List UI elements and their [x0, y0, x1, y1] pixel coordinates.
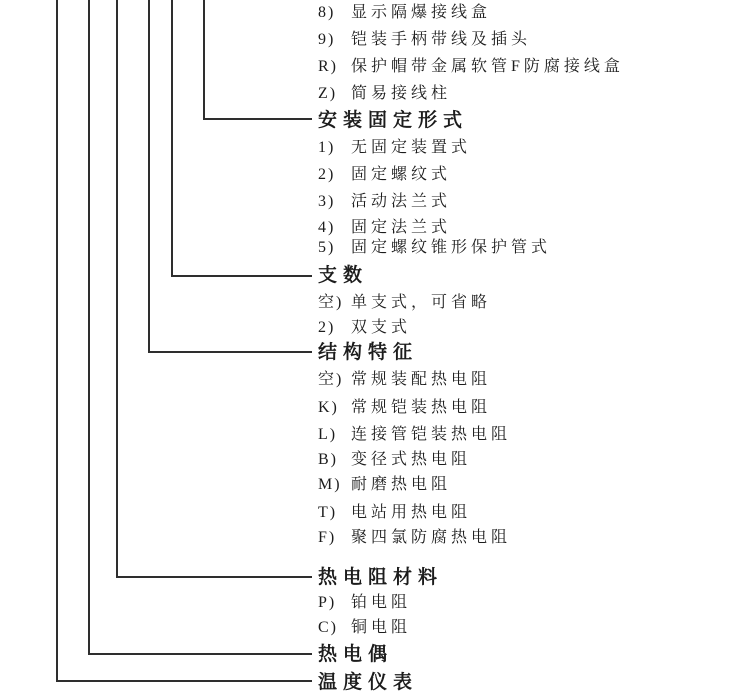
item-code: 3): [318, 193, 336, 210]
item-label: 固定螺纹锥形保护管式: [351, 239, 552, 256]
item-label: 铂电阻: [351, 594, 412, 611]
code-item-row: [318, 424, 511, 446]
section-heading-branch-count: 支数: [318, 265, 369, 286]
item-code: F): [318, 529, 337, 546]
item-code: 8): [318, 4, 336, 21]
item-code: 1): [318, 139, 336, 156]
item-code: 空): [318, 294, 344, 311]
connector-temperature-instrument: [56, 0, 312, 682]
code-item-row: [318, 317, 411, 339]
item-code: 2): [318, 319, 336, 336]
item-code: T): [318, 504, 338, 521]
section-heading-temperature-instrument: 温度仪表: [318, 672, 419, 693]
code-item-row: [318, 56, 624, 78]
item-label: 无固定装置式: [351, 139, 472, 156]
item-code: B): [318, 451, 338, 468]
code-item-row: [318, 137, 471, 159]
section-heading-structure-feature: 结构特征: [318, 342, 419, 363]
item-label: 铠装手柄带线及插头: [351, 31, 532, 48]
item-label: 常规装配热电阻: [351, 371, 492, 388]
item-code: K): [318, 399, 339, 416]
item-label: 单支式，可省略: [351, 294, 492, 311]
code-item-row: [318, 83, 451, 105]
section-heading-install-type: 安装固定形式: [318, 110, 469, 131]
item-label: 简易接线柱: [351, 85, 452, 102]
code-item-row: [318, 502, 471, 524]
item-label: 铜电阻: [351, 619, 412, 636]
item-label: 常规铠装热电阻: [351, 399, 492, 416]
code-item-row: [318, 292, 491, 314]
code-item-row: [318, 237, 551, 259]
code-item-row: [318, 164, 451, 186]
item-code: 空): [318, 371, 344, 388]
section-heading-rtd-material: 热电阻材料: [318, 567, 444, 588]
item-label: 电站用热电阻: [351, 504, 472, 521]
item-label: 活动法兰式: [351, 193, 452, 210]
item-code: 5): [318, 239, 336, 256]
item-label: 显示隔爆接线盒: [351, 4, 492, 21]
item-label: 双支式: [351, 319, 412, 336]
code-item-row: [318, 617, 411, 639]
item-code: 4): [318, 219, 336, 236]
code-item-row: [318, 527, 511, 549]
item-code: 9): [318, 31, 336, 48]
item-label: 连接管铠装热电阻: [351, 426, 512, 443]
code-item-row: [318, 2, 491, 24]
item-code: 2): [318, 166, 336, 183]
item-code: Z): [318, 85, 338, 102]
item-label: 变径式热电阻: [351, 451, 472, 468]
item-label: 耐磨热电阻: [351, 476, 452, 493]
code-item-row: [318, 592, 411, 614]
item-label: 固定法兰式: [351, 219, 452, 236]
item-code: R): [318, 58, 338, 75]
item-label: 固定螺纹式: [351, 166, 452, 183]
code-item-row: [318, 474, 451, 496]
code-item-row: [318, 449, 471, 471]
item-code: L): [318, 426, 338, 443]
section-heading-thermocouple: 热电偶: [318, 644, 394, 665]
code-item-row: [318, 369, 491, 391]
item-code: P): [318, 594, 337, 611]
code-item-row: [318, 29, 531, 51]
item-code: M): [318, 476, 342, 493]
code-item-row: [318, 217, 451, 239]
item-label: 聚四氯防腐热电阻: [351, 529, 512, 546]
item-code: C): [318, 619, 338, 636]
code-item-row: [318, 397, 491, 419]
item-label: 保护帽带金属软管F防腐接线盒: [351, 58, 624, 75]
code-item-row: [318, 191, 451, 213]
